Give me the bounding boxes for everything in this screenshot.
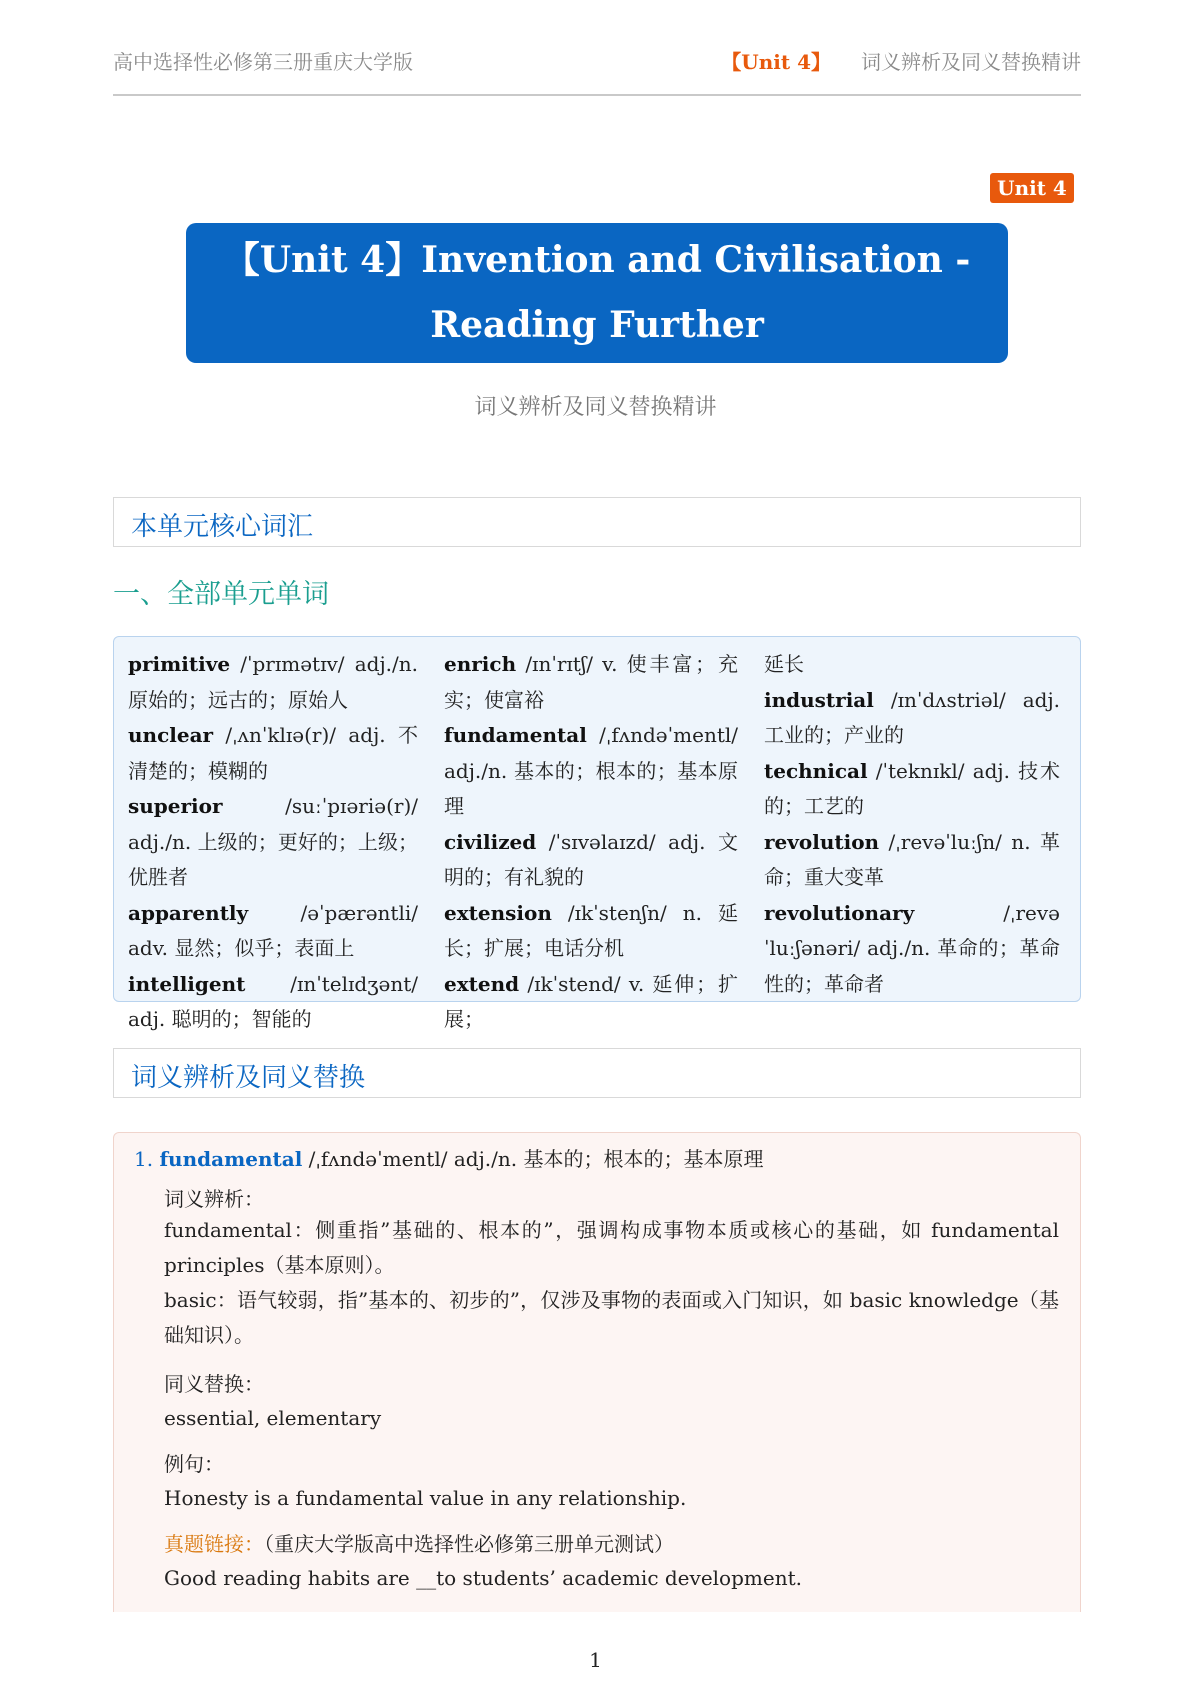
section-title: 词义辨析及同义替换 (131, 1063, 366, 1093)
example-sentence: Honesty is a fundamental value in any relationship. (164, 1486, 687, 1510)
vocab-entry: revolutionary /ˌrevəˈluːʃənəri/ adj./n. 革命的；革命性的；革命者 (764, 900, 1060, 996)
exam-link (164, 1528, 674, 1557)
section-title: 本单元核心词汇 (131, 512, 314, 542)
exam-source: （重庆大学版高中选择性必修第三册单元测试） (264, 1532, 674, 1556)
vocab-column-2 (444, 647, 738, 1038)
header-book-title: 高中选择性必修第三册重庆大学版 (113, 50, 413, 74)
analysis-label: 词义辨析： (164, 1187, 264, 1211)
vocab-entry: fundamental /ˌfʌndəˈmentl/ adj./n. 基本的；根本的；基本原理 (444, 723, 738, 818)
vocab-column-1 (128, 647, 418, 1038)
vocab-entry: superior /suːˈpɪəriə(r)/ adj./n. 上级的；更好的；上级；优胜者 (128, 794, 418, 889)
header-topic: 词义辨析及同义替换精讲 (861, 50, 1081, 74)
vocab-entry: apparently /əˈpærəntli/ adv. 显然；似乎；表面上 (128, 900, 418, 960)
header-right (721, 46, 1081, 75)
vocab-entry: industrial /ɪnˈdʌstriəl/ adj. 工业的；产业的 (764, 687, 1060, 747)
exam-label: 真题链接： (164, 1532, 264, 1556)
vocab-table (113, 636, 1081, 1031)
analysis-basic: basic：语气较弱，指”基本的、初步的”，仅涉及事物的表面或入门知识，如 basic knowledge（基础知识）。 (164, 1288, 1059, 1347)
entry-headline (134, 1143, 763, 1172)
vocab-entry: 延长 (764, 652, 804, 676)
entry-pronunciation: /ˌfʌndəˈmentl/ adj./n. 基本的；根本的；基本原理 (302, 1147, 764, 1171)
entry-word: fundamental (159, 1147, 303, 1171)
sub-heading-all-words: 一、全部单元单词 (113, 579, 329, 610)
vocab-entry: civilized /ˈsɪvəlaɪzd/ adj. 文明的；有礼貌的 (444, 829, 738, 889)
example-label: 例句： (164, 1452, 224, 1476)
word-entry-card (113, 1132, 1081, 1612)
section-header-synonyms (113, 1048, 1081, 1098)
vocab-entry: extend /ɪkˈstend/ v. 延伸；扩展； (444, 971, 738, 1031)
entry-number: 1. (134, 1147, 154, 1171)
vocab-entry: unclear /ˌʌnˈklɪə(r)/ adj. 不清楚的；模糊的 (128, 723, 418, 783)
header-divider (113, 94, 1081, 96)
exam-sentence: Good reading habits are __to students’ academic development. (164, 1566, 802, 1590)
synonym-list: essential, elementary (164, 1406, 382, 1430)
vocab-entry: primitive /ˈprɪmətɪv/ adj./n. 原始的；远古的；原始人 (128, 652, 418, 712)
vocab-entry: enrich /ɪnˈrɪtʃ/ v. 使丰富；充实；使富裕 (444, 652, 738, 712)
synonym-label: 同义替换： (164, 1372, 264, 1396)
title-banner (186, 223, 1008, 363)
vocab-entry: technical /ˈteknɪkl/ adj. 技术的；工艺的 (764, 758, 1060, 818)
unit-badge: Unit 4 (990, 173, 1074, 203)
vocab-entry: revolution /ˌrevəˈluːʃn/ n. 革命；重大变革 (764, 829, 1060, 889)
analysis-fundamental: fundamental：侧重指”基础的、根本的”，强调构成事物本质或核心的基础，如 fundamental principles（基本原则）。 (164, 1218, 1059, 1277)
section-header-core-vocab (113, 497, 1081, 547)
title-line-2: Reading Further (430, 304, 764, 346)
title-line-1: 【Unit 4】Invention and Civilisation - (223, 239, 971, 281)
vocab-entry: intelligent /ɪnˈtelɪdʒənt/ adj. 聪明的；智能的 (128, 971, 418, 1031)
page-number: 1 (589, 1648, 602, 1672)
header-unit-label: 【Unit 4】 (721, 50, 831, 74)
page-subtitle: 词义辨析及同义替换精讲 (474, 395, 717, 420)
vocab-entry: extension /ɪkˈstenʃn/ n. 延长；扩展；电话分机 (444, 900, 738, 960)
vocab-column-3 (764, 647, 1060, 1002)
